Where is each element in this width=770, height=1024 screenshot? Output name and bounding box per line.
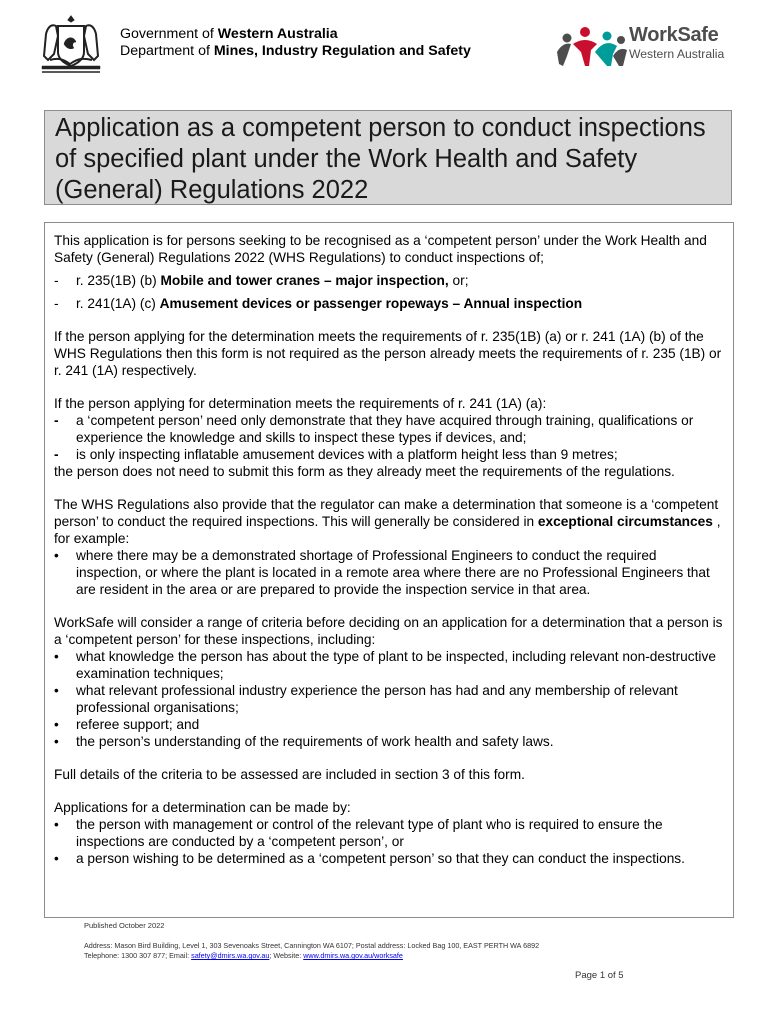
list-item: • where there may be a demonstrated shortage of Professional Engineers to conduct the required inspection, or where the plant is located in a remote area where there are no Professional Engineers that are resident in the area or are prepared to provide the inspection service in that area. xyxy=(54,548,710,597)
list-item: - a ‘competent person’ need only demonstrate that they have acquired through training, qualifications or experience the knowledge and skills to inspect these types if devices, and; xyxy=(54,413,694,445)
worksafe-subtitle: Western Australia xyxy=(629,47,725,61)
paragraph-applications-intro: Applications for a determination can be made by: xyxy=(54,800,351,815)
worksafe-name: WorkSafe xyxy=(629,24,719,46)
website-link[interactable]: www.dmirs.wa.gov.au/worksafe xyxy=(303,951,403,960)
paragraph-not-required: If the person applying for the determination meets the requirements of r. 235(1B) (a) or r. 241 (1A) (b) of the WHS Regulations then this form is not required as the person already meets the requirements of r. 235 (1B) or r. 241 (1A) respectively. xyxy=(54,329,722,378)
dash-list-item: - r. 235(1B) (b) Mobile and tower cranes – major inspection, or; xyxy=(54,273,469,288)
list-item: - is only inspecting inflatable amusement devices with a platform height less than 9 metres; xyxy=(54,447,618,462)
page-number: Page 1 of 5 xyxy=(575,970,624,981)
paragraph-241-end: the person does not need to submit this form as they already meet the requirements of the regulations. xyxy=(54,464,675,479)
list-item: • what knowledge the person has about the type of plant to be inspected, including relevant non-destructive examination techniques; xyxy=(54,649,716,681)
list-item: • what relevant professional industry experience the person has had and any membership of relevant professional organisations; xyxy=(54,683,678,715)
dash-list-item: - r. 241(1A) (c) Amusement devices or passenger ropeways – Annual inspection xyxy=(54,296,583,311)
list-item: • referee support; and xyxy=(54,717,200,732)
intro-content-box xyxy=(44,222,734,918)
document-title: Application as a competent person to conduct inspections of specified plant under the Work Health and Safety (General) Regulations 2022 xyxy=(44,110,732,205)
list-item: • the person with management or control of the relevant type of plant who is required to ensure the inspections are conducted by a ‘competent person’, or xyxy=(54,817,663,849)
paragraph-full-details: Full details of the criteria to be assessed are included in section 3 of this form. xyxy=(54,767,525,782)
wa-coat-of-arms-icon xyxy=(38,14,104,76)
footer-address: Address: Mason Bird Building, Level 1, 303 Sevenoaks Street, Cannington WA 6107; Postal address: Locked Bag 100, EAST PERTH WA 6892 Telephone: 1300 307 877; Email: safety@dmirs.wa.gov.au; Website: www.dmirs.wa.gov.au/worksafe xyxy=(84,941,540,960)
email-link[interactable]: safety@dmirs.wa.gov.au xyxy=(191,951,270,960)
intro-paragraph: This application is for persons seeking to be recognised as a ‘competent person’ under the Work Health and Safety (General) Regulations 2022 (WHS Regulations) to conduct inspections of; xyxy=(54,233,707,265)
paragraph-criteria-intro: WorkSafe will consider a range of criteria before deciding on an application for a determination that a person is a ‘competent person’ for these inspections, including: xyxy=(54,615,723,647)
government-header: Government of Western Australia Department of Mines, Industry Regulation and Safety xyxy=(120,26,471,59)
paragraph-exceptional: The WHS Regulations also provide that the regulator can make a determination that someone is a ‘competent person’ to conduct the required inspections. This will generally be considered in exceptional circumstances , for example: xyxy=(54,497,721,546)
list-item: • a person wishing to be determined as a ‘competent person’ so that they can conduct the inspections. xyxy=(54,851,685,866)
list-item: • the person’s understanding of the requirements of work health and safety laws. xyxy=(54,734,554,749)
paragraph-241-intro: If the person applying for determination meets the requirements of r. 241 (1A) (a): xyxy=(54,396,547,411)
published-date: Published October 2022 xyxy=(84,921,165,930)
